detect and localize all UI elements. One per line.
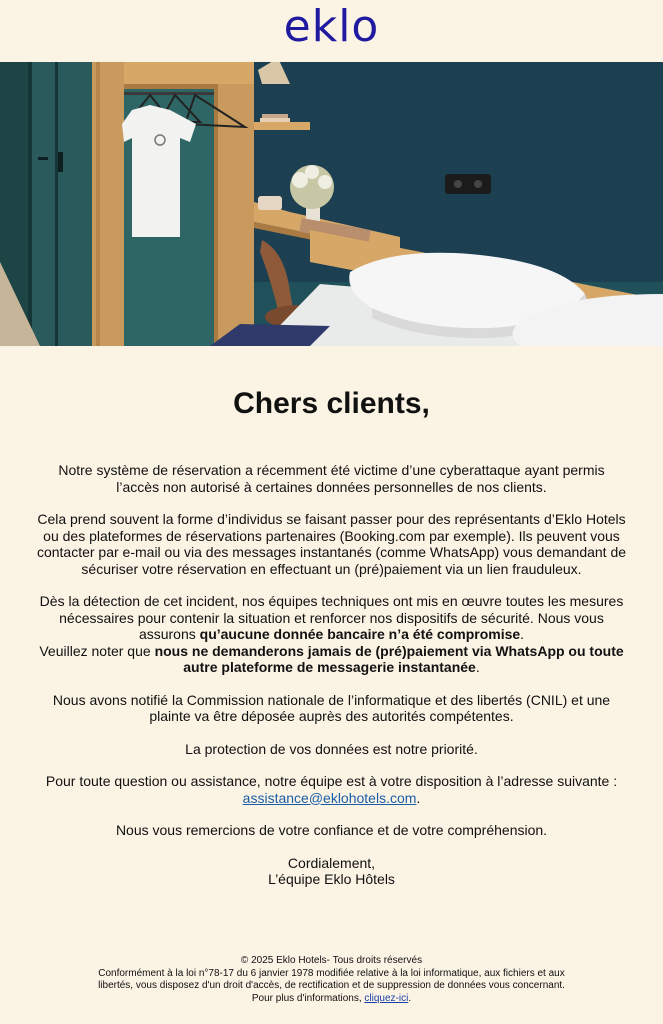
assistance-email-link[interactable]: assistance@eklohotels.com: [242, 789, 417, 806]
paragraph-cnil: Nous avons notifié la Commission nationale de l’informatique et des libertés (CNIL) et une plainte va être déposée auprès des autorités compétentes.: [52, 691, 611, 724]
eklo-logo[interactable]: eklo: [283, 1, 380, 52]
paragraph-priority: La protection de vos données est notre priorité.: [185, 740, 478, 757]
letter-title: Chers clients,: [233, 387, 430, 420]
paragraph-security-measures: Dès la détection de cet incident, nos équipes techniques ont mis en œuvre toutes les mesures nécessaires pour contenir la situation et renforcer nos dispositifs de sécurité. Nous vous assurons qu’aucune donnée bancaire n’a été compromise. Veuillez noter que nous ne demanderons jamais de (pré)paiement via WhatsApp ou toute autre plateforme de messagerie instantanée.: [39, 593, 624, 675]
hotel-room-illustration: [0, 62, 663, 346]
paragraph-phishing-warning: Cela prend souvent la forme d’individus se faisant passer pour des représentants d’Eklo Hotels ou des plateformes de réservations partenaires (Booking.com par exemple). Ils peuvent vous contacter par e-mail ou via des messages instantanés (comme WhatsApp) vous demandant de sécuriser votre réservation en effectuant un (pré)paiement via un lien frauduleux.: [36, 511, 627, 577]
paragraph-thanks: Nous vous remercions de votre confiance et de votre compréhension.: [115, 822, 548, 838]
legal-notice: Conformément à la loi n°78-17 du 6 janvier 1978 modifiée relative à la loi informatique, aux fichiers et aux libertés, vous disposez d'un droit d'accès, de rectification et de suppression de données vous concernant. Pour plus d'informations, cliquez-ici.: [98, 967, 565, 1004]
signature: Cordialement, L’équipe Eklo Hôtels: [268, 854, 395, 887]
paragraph-contact: Pour toute question ou assistance, notre équipe est à votre disposition à l’adresse suivante : assistance@eklohotels.com.: [45, 773, 618, 806]
more-info-link[interactable]: cliquez-ici: [364, 992, 409, 1004]
no-bank-data-notice: qu’aucune donnée bancaire n’a été compromise: [199, 626, 521, 642]
header: [0, 0, 663, 62]
letter-body: [0, 462, 663, 888]
paragraph-cyberattack: Notre système de réservation a récemment été victime d’une cyberattaque ayant permis l’accès non autorisé à certaines données personnelles de nos clients.: [58, 462, 605, 495]
copyright: © 2025 Eklo Hotels- Tous droits réservés: [240, 955, 423, 966]
hero-image: [0, 62, 663, 346]
footer: [0, 955, 663, 1005]
no-prepayment-notice: nous ne demanderons jamais de (pré)paiement via WhatsApp ou toute autre plateforme de messagerie instantanée: [154, 642, 624, 675]
